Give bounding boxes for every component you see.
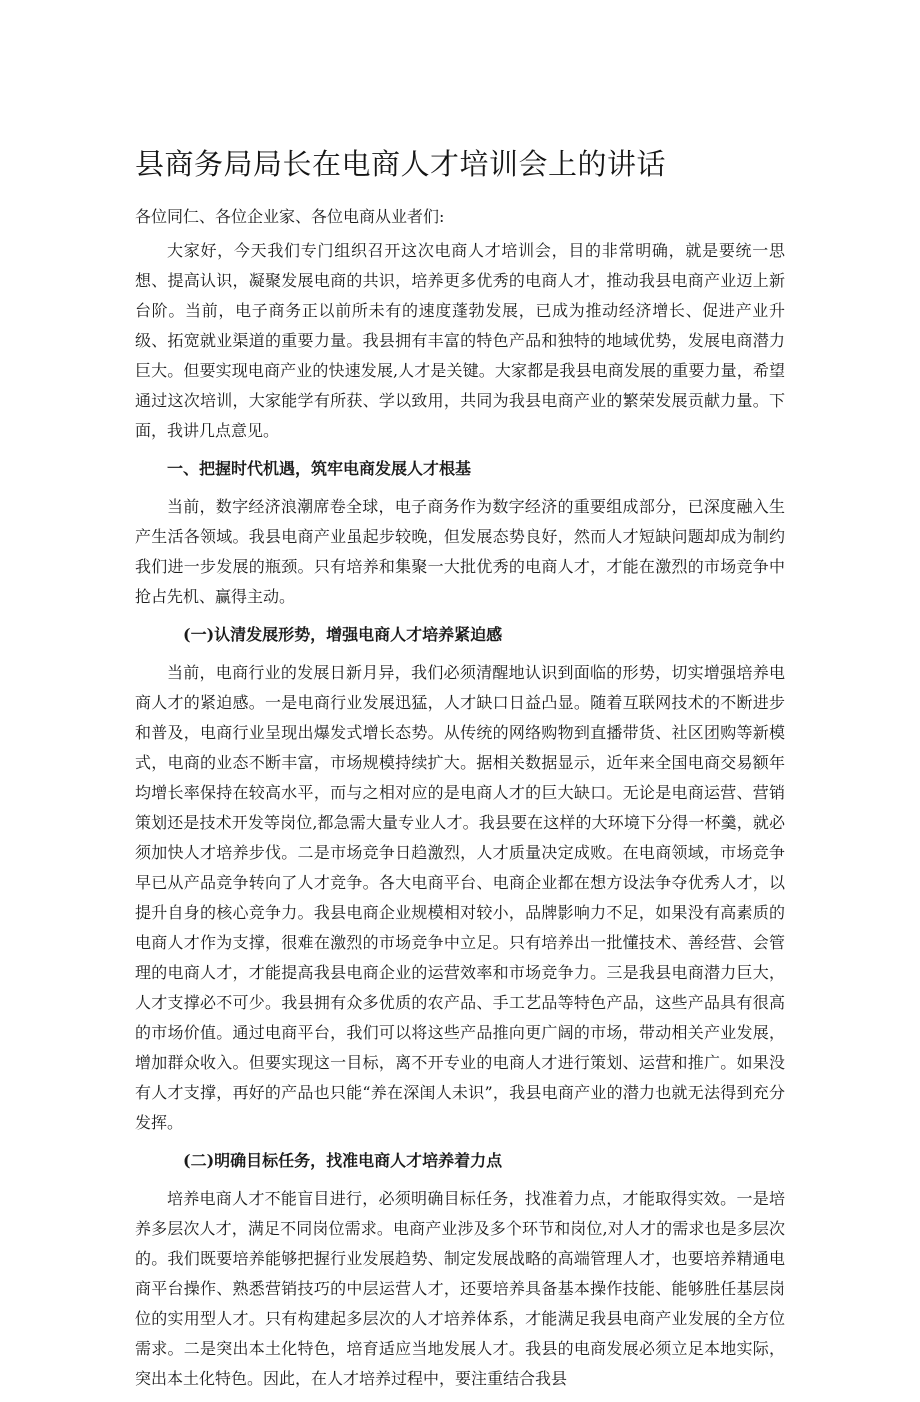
section-1-heading: 一、把握时代机遇，筑牢电商发展人才根基 xyxy=(167,459,472,478)
salutation: 各位同仁、各位企业家、各位电商从业者们: xyxy=(135,207,445,226)
subsection-2-heading: (二)明确目标任务，找准电商人才培养着力点 xyxy=(183,1151,503,1170)
subsection-1-heading: (一)认清发展形势，增强电商人才培养紧迫感 xyxy=(183,625,503,644)
section-1-paragraph: 当前，数字经济浪潮席卷全球，电子商务作为数字经济的重要组成部分，已深度融入生产生活各领域。我县电商产业虽起步较晚，但发展态势良好，然而人才短缺问题却成为制约我们进一步发展的瓶颈。只有培养和集聚一大批优秀的电商人才，才能在激烈的市场竞争中抢占先机、赢得主动。 xyxy=(135,497,785,606)
subsection-2-paragraph: 培养电商人才不能盲目进行，必须明确目标任务，找准着力点，才能取得实效。一是培养多层次人才，满足不同岗位需求。电商产业涉及多个环节和岗位,对人才的需求也是多层次的。我们既要培养能够把握行业发展趋势、制定发展战略的高端管理人才，也要培养精通电商平台操作、熟悉营销技巧的中层运营人才，还要培养具备基本操作技能、能够胜任基层岗位的实用型人才。只有构建起多层次的人才培养体系，才能满足我县电商产业发展的全方位需求。二是突出本土化特色，培育适应当地发展人才。我县的电商发展必须立足本地实际，突出本土化特色。因此，在人才培养过程中，要注重结合我县 xyxy=(135,1189,785,1388)
document-page xyxy=(135,144,785,1402)
document-title: 县商务局局长在电商人才培训会上的讲话 xyxy=(135,147,667,181)
intro-paragraph: 大家好，今天我们专门组织召开这次电商人才培训会，目的非常明确，就是要统一思想、提高认识，凝聚发展电商的共识，培养更多优秀的电商人才，推动我县电商产业迈上新台阶。当前，电子商务正以前所未有的速度蓬勃发展，已成为推动经济增长、促进产业升级、拓宽就业渠道的重要力量。我县拥有丰富的特色产品和独特的地域优势，发展电商潜力巨大。但要实现电商产业的快速发展,人才是关键。大家都是我县电商发展的重要力量，希望通过这次培训，大家能学有所获、学以致用，共同为我县电商产业的繁荣发展贡献力量。下面，我讲几点意见。 xyxy=(135,241,785,440)
subsection-1-paragraph: 当前，电商行业的发展日新月异，我们必须清醒地认识到面临的形势，切实增强培养电商人才的紧迫感。一是电商行业发展迅猛，人才缺口日益凸显。随着互联网技术的不断进步和普及，电商行业呈现出爆发式增长态势。从传统的网络购物到直播带货、社区团购等新模式，电商的业态不断丰富，市场规模持续扩大。据相关数据显示，近年来全国电商交易额年均增长率保持在较高水平，而与之相对应的是电商人才的巨大缺口。无论是电商运营、营销策划还是技术开发等岗位,都急需大量专业人才。我县要在这样的大环境下分得一杯羹，就必须加快人才培养步伐。二是市场竞争日趋激烈，人才质量决定成败。在电商领域，市场竞争早已从产品竞争转向了人才竞争。各大电商平台、电商企业都在想方设法争夺优秀人才，以提升自身的核心竞争力。我县电商企业规模相对较小，品牌影响力不足，如果没有高素质的电商人才作为支撑，很难在激烈的市场竞争中立足。只有培养出一批懂技术、善经营、会管理的电商人才，才能提高我县电商企业的运营效率和市场竞争力。三是我县电商潜力巨大，人才支撑必不可少。我县拥有众多优质的农产品、手工艺品等特色产品，这些产品具有很高的市场价值。通过电商平台，我们可以将这些产品推向更广阔的市场，带动相关产业发展，增加群众收入。但要实现这一目标，离不开专业的电商人才进行策划、运营和推广。如果没有人才支撑，再好的产品也只能“养在深闺人未识”，我县电商产业的潜力也就无法得到充分发挥。 xyxy=(135,663,785,1132)
